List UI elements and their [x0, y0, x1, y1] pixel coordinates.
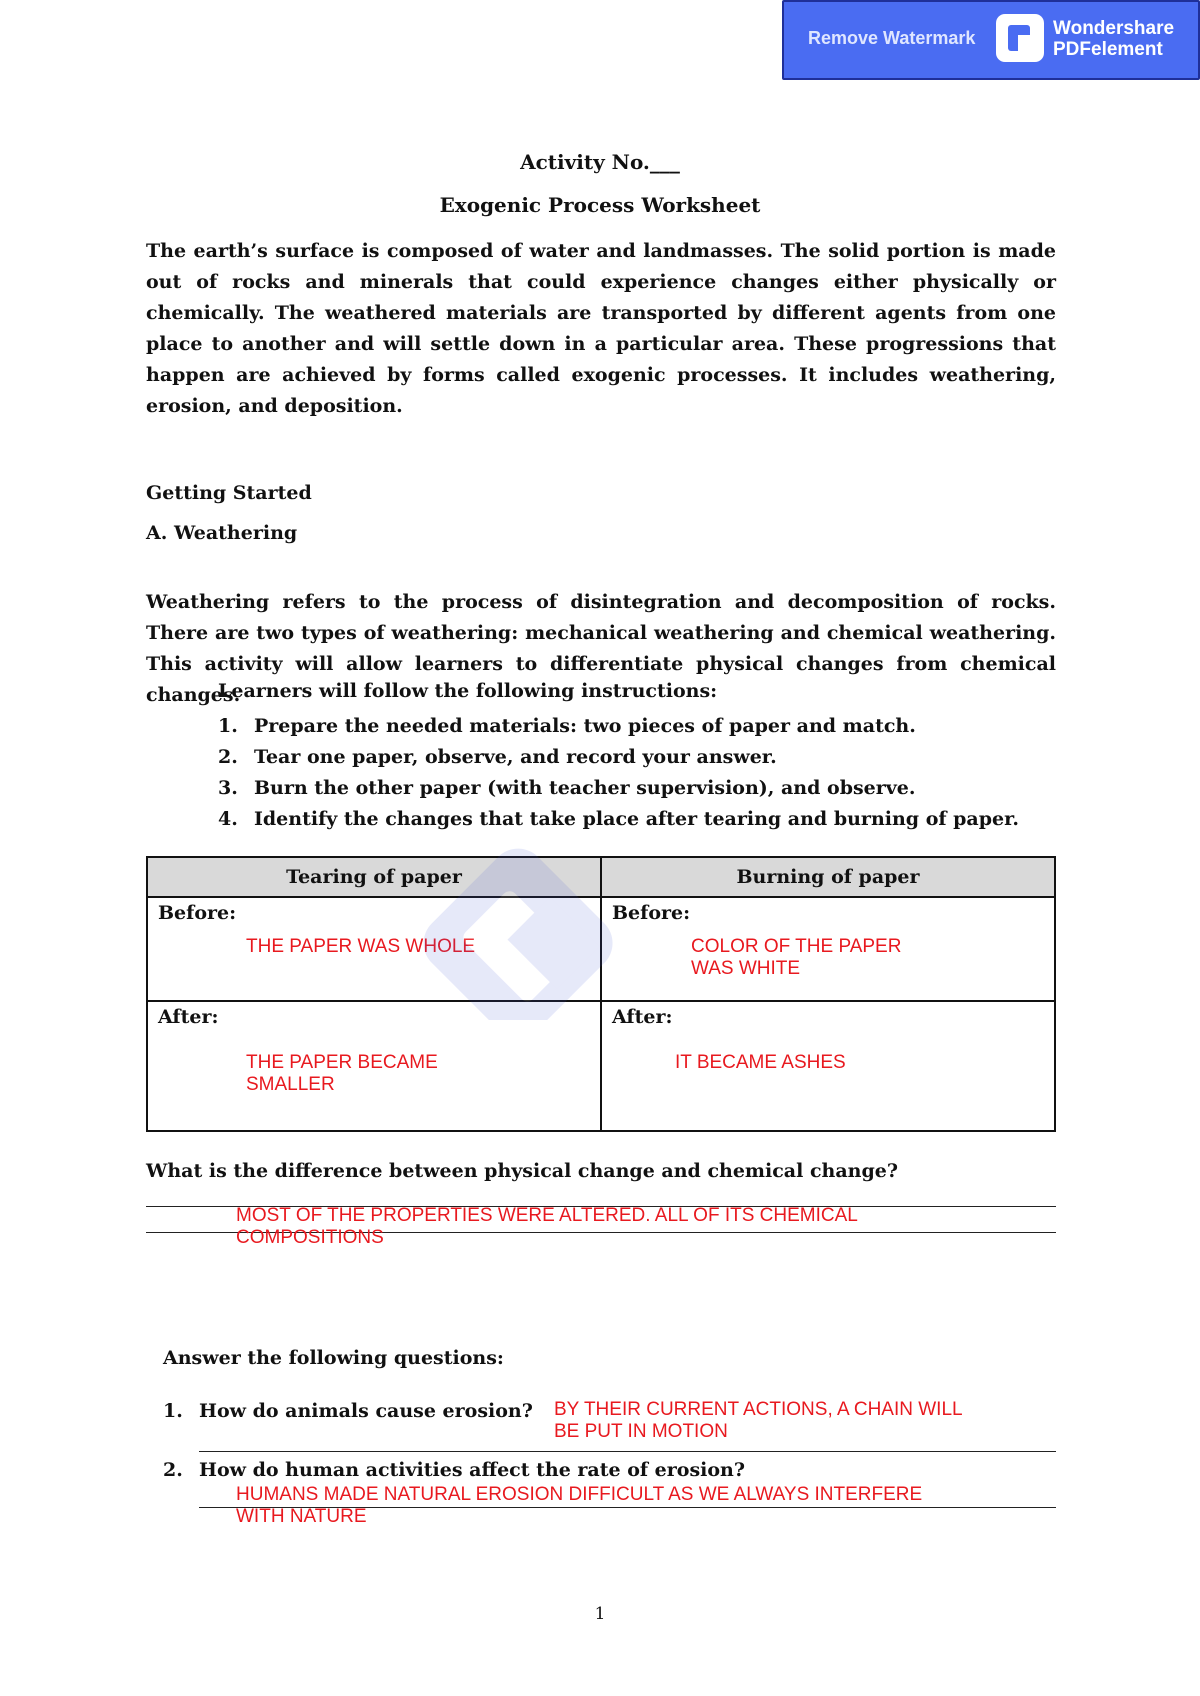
- remove-watermark-button[interactable]: Remove Watermark: [808, 28, 976, 48]
- list-item: 1. Prepare the needed materials: two pieces of paper and match.: [218, 715, 916, 737]
- question-1-answer: BY THEIR CURRENT ACTIONS, A CHAIN WILL BE PUT IN MOTION: [554, 1399, 963, 1442]
- section-heading: Getting Started: [146, 482, 312, 504]
- after-label: After:: [612, 1006, 673, 1028]
- burning-column-header: Burning of paper: [601, 857, 1055, 897]
- tearing-before-cell: [147, 897, 601, 1001]
- question-2: 2. How do human activities affect the rate of erosion?: [163, 1459, 745, 1481]
- burning-before-answer: COLOR OF THE PAPER WAS WHITE: [691, 936, 902, 979]
- question-2-answer: HUMANS MADE NATURAL EROSION DIFFICULT AS WE ALWAYS INTERFERE WITH NATURE: [236, 1484, 923, 1527]
- tearing-after-answer: THE PAPER BECAME SMALLER: [246, 1052, 438, 1095]
- subsection-heading: A. Weathering: [146, 522, 298, 544]
- pdfelement-logo-icon: [996, 14, 1044, 62]
- list-item: 3. Burn the other paper (with teacher supervision), and observe.: [218, 777, 916, 799]
- list-item: 2. Tear one paper, observe, and record your answer.: [218, 746, 777, 768]
- brand-name: Wondershare PDFelement: [1053, 18, 1175, 60]
- questions-intro: Answer the following questions:: [163, 1347, 504, 1369]
- observation-table: [146, 856, 1056, 1132]
- burning-after-cell: [601, 1001, 1055, 1131]
- answer-line: [199, 1507, 1056, 1508]
- intro-paragraph: The earth’s surface is composed of water and landmasses. The solid portion is made out of rocks and minerals that could experience changes either physically or chemically. The weathered materials are transported by different agents from one place to another and will settle down in a particular area. These progressions that happen are achieved by forms called exogenic processes. It includes weathering, erosion, and deposition.: [146, 240, 1056, 417]
- difference-answer: MOST OF THE PROPERTIES WERE ALTERED. ALL OF ITS CHEMICAL COMPOSITIONS: [236, 1205, 858, 1248]
- burning-after-answer: IT BECAME ASHES: [675, 1052, 846, 1073]
- tearing-after-cell: [147, 1001, 601, 1131]
- burning-before-cell: [601, 897, 1055, 1001]
- before-label: Before:: [612, 902, 691, 924]
- worksheet-title: Exogenic Process Worksheet: [439, 193, 761, 217]
- page-number: 1: [594, 1604, 606, 1624]
- before-label: Before:: [158, 902, 237, 924]
- after-label: After:: [158, 1006, 219, 1028]
- instructions-list: [218, 711, 1019, 835]
- list-item: 4. Identify the changes that take place after tearing and burning of paper.: [218, 808, 1020, 830]
- difference-question: What is the difference between physical change and chemical change?: [146, 1160, 898, 1182]
- tearing-column-header: Tearing of paper: [147, 857, 601, 897]
- activity-title: Activity No.___: [520, 150, 680, 174]
- instructions-intro: Learners will follow the following instructions:: [218, 680, 718, 702]
- question-1: 1. How do animals cause erosion?: [163, 1400, 533, 1422]
- weathering-paragraph: Weathering refers to the process of disintegration and decomposition of rocks. There are two types of weathering: mechanical weathering and chemical weathering. This activity will allow learners to differentiate physical changes from chemical changes.: [146, 591, 1056, 706]
- tearing-before-answer: THE PAPER WAS WHOLE: [246, 936, 476, 957]
- answer-line: [199, 1451, 1056, 1452]
